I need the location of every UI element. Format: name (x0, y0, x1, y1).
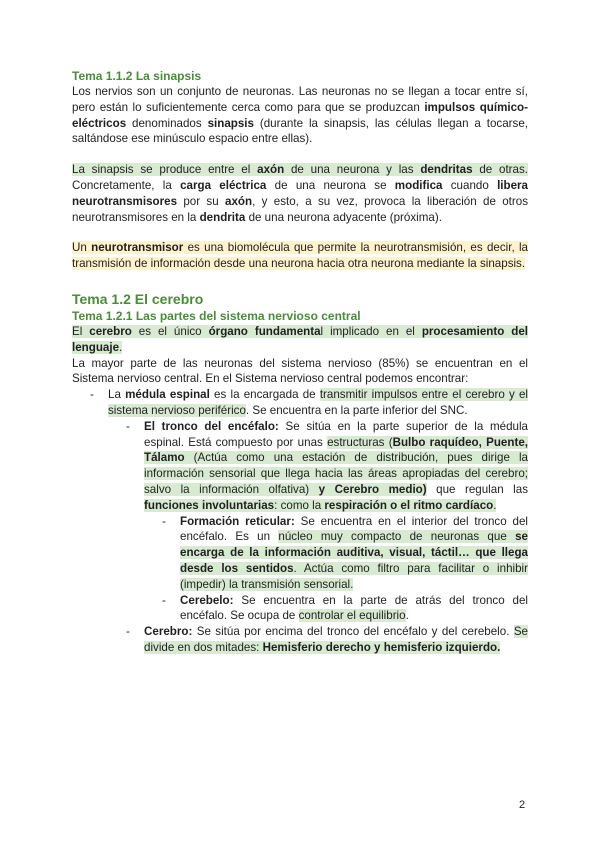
list-item-formacion-reticular: - Formación reticular: Se encuentra en el interior del tronco del encéfalo. Es un núcleo muy compacto de neuronas que se encarga de la información auditiva, visual, táctil… que llega desde los sentidos. Actúa como filtro para facilitar o inhibir (impedir) la transmisión sensorial. (162, 514, 528, 591)
list-item-cerebelo: - Cerebelo: Se encuentra en la parte de atrás del tronco del encéfalo. Se ocupa de controlar el equilibrio. (162, 593, 528, 623)
paragraph-snc-intro: La mayor parte de las neuronas del sistema nervioso (85%) se encuentran en el Sistema nervioso central. En el Sistema nervioso central podemos encontrar: (72, 356, 528, 386)
list-item-medula: - La médula espinal es la encargada de transmitir impulsos entre el cerebro y el sistema nervioso periférico. Se encuentra en la parte inferior del SNC. (90, 388, 528, 417)
subheading-partes-snc: Tema 1.2.1 Las partes del sistema nervioso central (72, 308, 361, 323)
heading-cerebro: Tema 1.2 El cerebro (72, 290, 204, 307)
list-item-tronco: - El tronco del encéfalo: Se sitúa en la parte superior de la médula espinal. Está compuesto por unas estructuras (Bulbo raquídeo, Puente, Tálamo (Actúa como una estación de distribución, pues dirige la información sensorial que llega hacia las áreas apropiadas del cerebro; salvo la información olfativa) y Cerebro medio) que regulan las funciones involuntarias: como la respiración o el ritmo cardíaco. (126, 419, 528, 512)
paragraph-sinapsis-mechanism: La sinapsis se produce entre el axón de una neurona y las dendritas de otras. Concretamente, la carga eléctrica de una neurona se modifica cuando libera neurotransmisores por su axón, y esto, a su vez, provoca la liberación de otros neurotransmisores en la dendrita de una neurona adyacente (próxima). (72, 163, 529, 224)
document-page (72, 68, 528, 656)
paragraph-sinapsis-intro: Los nervios son un conjunto de neuronas. Las neuronas no se llegan a tocar entre sí, pero están lo suficientemente cerca como para que se produzcan impulsos químico-eléctricos denominados sinapsis (durante la sinapsis, las células llegan a tocarse, saltándose ese minúsculo espacio entre ellas). (72, 85, 529, 146)
list-item-cerebro: - Cerebro: Se sitúa por encima del tronco del encéfalo y del cerebelo. Se divide en dos mitades: Hemisferio derecho y hemisferio izquierdo. (126, 625, 528, 654)
paragraph-cerebro-intro: El cerebro es el único órgano fundamental implicado en el procesamiento del lenguaje. (72, 324, 528, 354)
paragraph-neurotransmisor: Un neurotransmisor es una biomolécula que permite la neurotransmisión, es decir, la transmisión de información desde una neurona hacia otra neurona mediante la sinapsis. (72, 241, 528, 271)
snc-list (72, 387, 528, 656)
page-number: 2 (519, 799, 526, 811)
heading-sinapsis: Tema 1.1.2 La sinapsis (72, 69, 202, 83)
